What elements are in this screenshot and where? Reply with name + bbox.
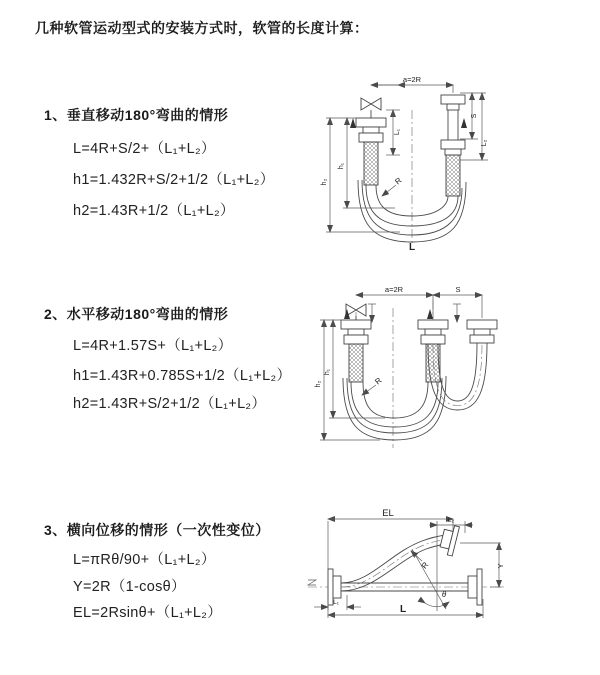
hose-u-loop-original	[343, 376, 446, 440]
section-3-formula-EL: EL=2Rsinθ+（L₁+L₂）	[73, 605, 223, 621]
dim-label-theta: θ	[441, 590, 447, 599]
direction-arrow	[427, 309, 433, 319]
half-length-arrows	[368, 304, 461, 322]
section-3-heading: 3、横向位移的情形（一次性变位）	[44, 522, 270, 538]
dim-y	[460, 543, 505, 587]
section-1-heading: 1、垂直移动180°弯曲的情形	[44, 107, 229, 123]
braided-hose-section	[364, 142, 378, 185]
diagram-lateral-displacement	[300, 505, 562, 655]
dim-label-s: S	[471, 113, 478, 119]
left-fitting	[341, 320, 371, 382]
dim-label-el: EL	[382, 508, 394, 519]
direction-arrow	[350, 118, 356, 128]
right-fitting	[467, 320, 497, 343]
dim-label-r: R	[373, 375, 384, 387]
dim-a2r	[371, 75, 453, 93]
page-title: 几种软管运动型式的安装方式时，软管的长度计算：	[35, 20, 369, 36]
dim-label-h2: h₂	[321, 178, 328, 186]
dim-label-l2: L₂	[481, 139, 488, 147]
dim-label-h1: h₁	[324, 368, 331, 376]
direction-arrow	[461, 118, 467, 128]
dim-label-l2: L₂	[447, 517, 455, 524]
section-1-formula-h1: h1=1.432R+S/2+1/2（L₁+L₂）	[73, 172, 275, 188]
section-3-formula-L: L=πRθ/90+（L₁+L₂）	[73, 552, 216, 568]
dim-label-a2r: a=2R	[384, 285, 404, 294]
dim-theta	[412, 549, 449, 609]
diagram-horizontal-180-bend	[300, 282, 550, 458]
dim-label-h2: h₂	[315, 380, 322, 388]
dim-l	[328, 599, 483, 618]
dim-label-s: S	[455, 285, 461, 294]
diagram-vertical-180-bend	[300, 70, 535, 255]
dim-h1	[326, 118, 395, 208]
dim-r	[382, 176, 404, 196]
section-1-formula-L: L=4R+S/2+（L₁+L₂）	[73, 141, 216, 157]
datum-mark	[308, 580, 316, 585]
dim-label-l1: L₁	[394, 128, 401, 136]
dim-el	[328, 508, 453, 569]
dim-label-r: R	[419, 560, 431, 571]
dim-label-l1: L₁	[333, 599, 339, 606]
section-2-heading: 2、水平移动180°弯曲的情形	[44, 306, 229, 322]
dim-label-a2r: a=2R	[402, 75, 422, 84]
dim-l1	[386, 110, 401, 155]
dim-label-y: Y	[496, 563, 505, 569]
upper-flange	[439, 524, 460, 556]
dim-label-r: R	[393, 175, 404, 187]
dim-r	[362, 376, 384, 395]
hose-displaced-position	[341, 524, 459, 591]
section-1-formula-h2: h2=1.43R+1/2（L₁+L₂）	[73, 203, 235, 219]
right-fitting	[441, 95, 465, 196]
braided-hose-section	[349, 344, 363, 382]
section-3-formula-Y: Y=2R（1-cosθ）	[73, 579, 186, 595]
dim-a2r-s	[356, 285, 482, 318]
dim-label-l: L	[408, 242, 416, 253]
braided-hose-section	[446, 155, 460, 196]
valve-icon	[361, 98, 381, 118]
section-2-formula-h1: h1=1.43R+0.785S+1/2（L₁+L₂）	[73, 368, 292, 384]
section-2-formula-L: L=4R+1.57S+（L₁+L₂）	[73, 338, 233, 354]
dim-r	[411, 551, 430, 571]
dim-label-h1: h₁	[338, 162, 345, 170]
section-2-formula-h2: h2=1.43R+S/2+1/2（L₁+L₂）	[73, 396, 267, 412]
left-fitting	[356, 118, 386, 185]
dim-label-l: L	[399, 604, 407, 615]
